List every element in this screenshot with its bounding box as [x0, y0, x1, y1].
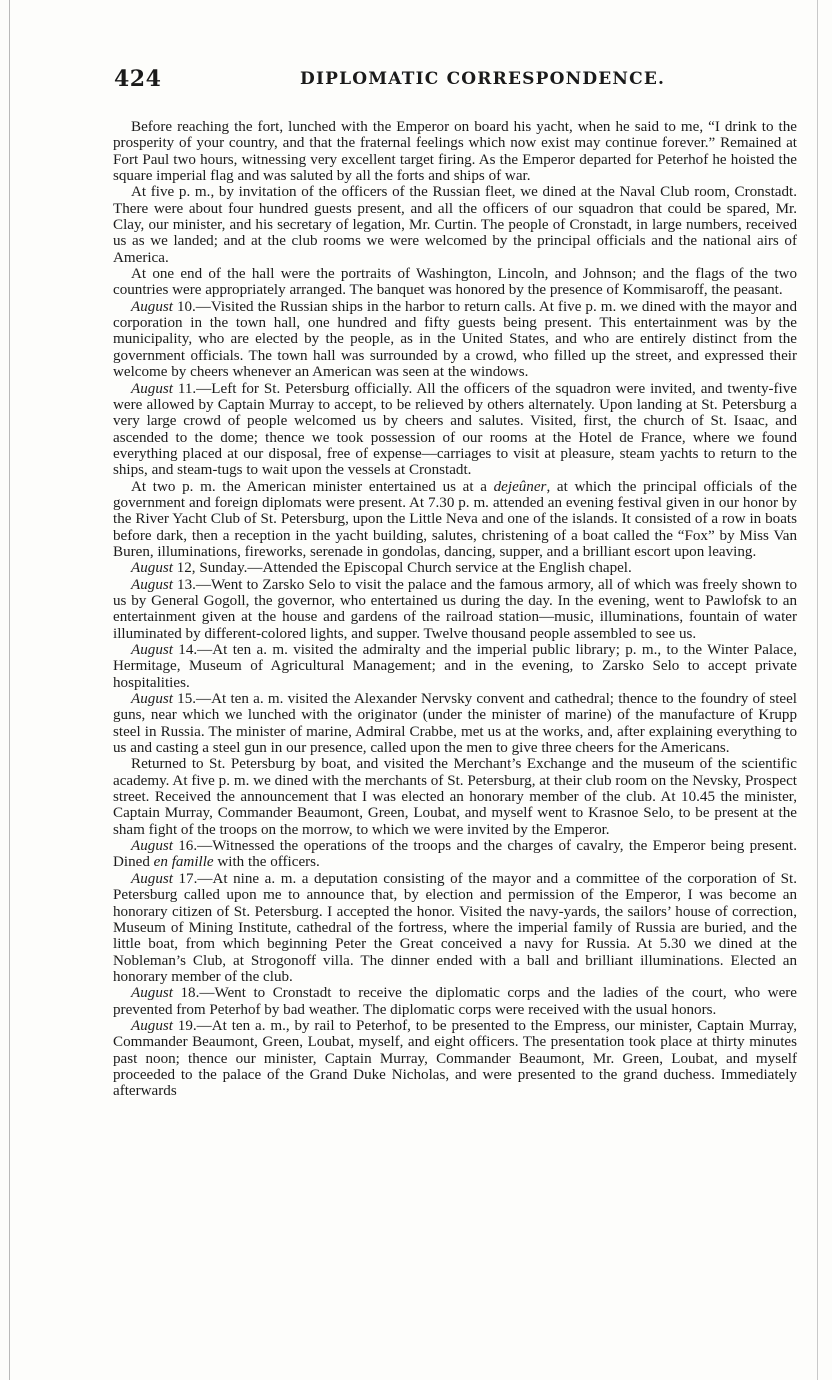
page-right-edge — [817, 0, 818, 1380]
paragraph: August 11.—Left for St. Petersburg officially. All the officers of the squadron were invited, and twenty-five were allowed by Captain Murray to accept, to be relieved by others alternately. Upon landing at St. Petersburg a very large crowd of people welcomed us by cheers and salutes. Visited, first, the church of St. Isaac, and ascended to the dome; thence we took possession of our rooms at the Hotel de France, where we found everything placed at our disposal, free of expense—carriages to visit at pleasure, steam yachts to return to the ships, and steam-tugs to wait upon the vessels at Cronstadt. — [113, 380, 797, 479]
date-label: August — [131, 985, 173, 1002]
running-title: DIPLOMATIC CORRESPONDENCE. — [300, 69, 666, 89]
paragraph: At one end of the hall were the portraits of Washington, Lincoln, and Johnson; and the flags of the two countries were appropriately arranged. The banquet was honored by the presence of Kommisaroff, the peasant. — [113, 266, 797, 299]
paragraph: August 19.—At ten a. m., by rail to Peterhof, to be presented to the Empress, our minister, Captain Murray, Commander Beaumont, Green, Loubat, myself, and eight officers. The presentation took place at thirty minutes past noon; thence our minister, Captain Murray, Commander Beaumont, Mr. Green, Loubat, and myself proceeded to the palace of the Grand Duke Nicholas, and were presented to the grand duchess. Immediately afterwards — [113, 1017, 797, 1100]
paragraph: August 14.—At ten a. m. visited the admiralty and the imperial public library; p. m., to the Winter Palace, Hermitage, Museum of Agricultural Management; and in the evening, to Zarsko Selo to accept private hospitalities. — [113, 642, 797, 691]
paragraph: August 13.—Went to Zarsko Selo to visit the palace and the famous armory, all of which was freely shown to us by General Gogoll, the governor, who entertained us during the day. In the evening, went to Pawlofsk to an entertainment given at the house and gardens of the railroad station—music, illuminations, fountain of water illuminated by different-colored lights, and supper. Twelve thousand people assembled to see us. — [113, 576, 797, 642]
date-label: August — [131, 870, 173, 887]
paragraph: At two p. m. the American minister entertained us at a dejeûner, at which the principal officials of the government and foreign diplomats were present. At 7.30 p. m. attended an evening festival given in our honor by the River Yacht Club of St. Petersburg, upon the Little Neva and one of the islands. It consisted of a row in boats before dark, then a reception in the yacht building, salutes, christening of a boat called the “Fox” by Miss Van Buren, illuminations, fireworks, serenade in gondolas, dancing, supper, and a brilliant escort upon leaving. — [113, 478, 797, 560]
date-label: August — [131, 380, 173, 397]
page-header — [114, 66, 814, 96]
date-label: August — [131, 642, 173, 658]
body-text — [113, 119, 797, 1100]
paragraph: Before reaching the fort, lunched with the Emperor on board his yacht, when he said to me, “I drink to the prosperity of your country, and that the fraternal feelings which now exist may continue forever.” Remained at Fort Paul two hours, witnessing very excellent target firing. As the Emperor departed for Peterhof he hoisted the square imperial flag and was saluted by all the forts and ships of war. — [113, 119, 797, 185]
date-label: August — [131, 576, 173, 593]
italic-term: dejeûner — [493, 478, 547, 495]
paragraph: Returned to St. Petersburg by boat, and visited the Merchant’s Exchange and the museum of the scientific academy. At five p. m. we dined with the merchants of St. Petersburg, at their club room on the Nevsky, Prospect street. Received the announcement that I was elected an honorary member of the club. At 10.45 the minister, Captain Murray, Commander Beaumont, Green, Loubat, and myself went to Krasnoe Selo, to be present at the sham fight of the troops on the morrow, to which we were invited by the Emperor. — [113, 756, 797, 838]
paragraph: At five p. m., by invitation of the officers of the Russian fleet, we dined at the Naval Club room, Cronstadt. There were about four hundred guests present, and all the officers of our squadron that could be spared, Mr. Clay, our minister, and his secretary of legation, Mr. Curtin. The people of Cronstadt, in large numbers, received us as we landed; and at the club rooms we were welcomed by the principal officials and the national airs of America. — [113, 184, 797, 266]
paragraph: August 12, Sunday.—Attended the Episcopal Church service at the English chapel. — [131, 560, 632, 577]
page-left-edge — [9, 0, 10, 1380]
paragraph: August 18.—Went to Cronstadt to receive the diplomatic corps and the ladies of the court, who were prevented from Peterhof by bad weather. The diplomatic corps were received with the usual honors. — [113, 985, 797, 1018]
date-label: August — [131, 560, 173, 577]
date-label: August — [131, 1017, 173, 1034]
paragraph: August 15.—At ten a. m. visited the Alexander Nervsky convent and cathedral; thence to the foundry of steel guns, near which we lunched with the originator (under the minister of marine) of the manufacture of Krupp steel in Russia. The minister of marine, Admiral Crabbe, met us at the works, and, after explaining everything to us and casting a steel gun in our presence, called upon the men to give three cheers for the Americans. — [113, 691, 797, 757]
page-number: 424 — [114, 66, 162, 92]
paragraph: August 16.—Witnessed the operations of the troops and the charges of cavalry, the Emperor being present. Dined en famille with the officers. — [113, 838, 797, 871]
paragraph: August 10.—Visited the Russian ships in the harbor to return calls. At five p. m. we dined with the mayor and corporation in the town hall, one hundred and fifty guests being present. This entertainment was by the municipality, who are elected by the people, as in the United States, and who are entirely distinct from the government officials. The town hall was surrounded by a crowd, who filled up the street, and expressed their welcome by cheers whenever an American was seen at the windows. — [113, 298, 797, 381]
date-label: August — [131, 298, 173, 315]
paragraph: August 17.—At nine a. m. a deputation consisting of the mayor and a committee of the corporation of St. Petersburg called upon me to announce that, by election and permission of the Emperor, I was become an honorary citizen of St. Petersburg. I accepted the honor. Visited the navy-yards, the sailors’ house of correction, Museum of Mining Institute, cathedral of the fortress, where the imperial family of Russia are buried, and the little boat, from which beginning Peter the Great conceived a navy for Russia. At 5.30 we dined at the Nobleman’s Club, at Strogonoff villa. The dinner ended with a ball and brilliant illuminations. Elected an honorary member of the club. — [113, 870, 797, 985]
italic-term: en famille — [153, 854, 214, 871]
date-label: August — [131, 838, 173, 855]
date-label: August — [131, 691, 173, 708]
